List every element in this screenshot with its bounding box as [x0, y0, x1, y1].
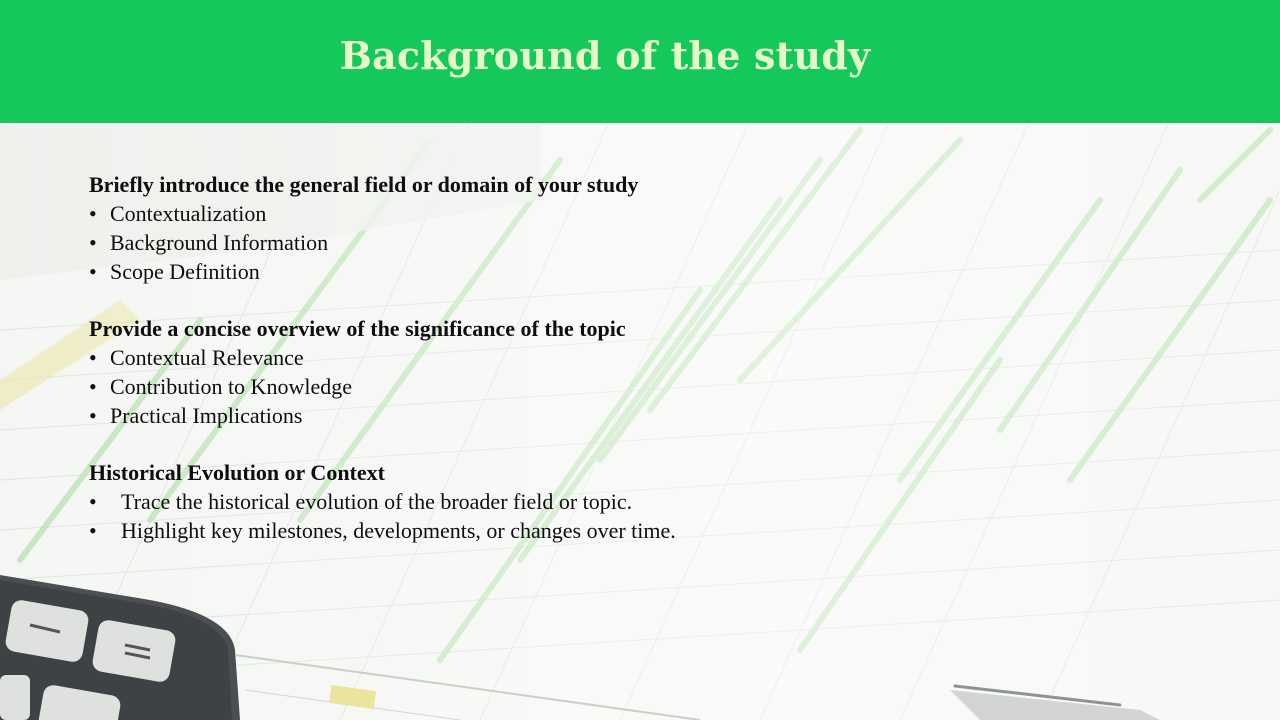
section-heading-significance: Provide a concise overview of the significance of the topic [89, 316, 626, 341]
list-item: • Practical Implications [89, 403, 303, 428]
list-item: • Scope Definition [89, 259, 260, 284]
list-item: • Background Information [89, 230, 329, 255]
list-item: • Trace the historical evolution of the broader field or topic. [89, 489, 633, 514]
bullet-icon: • [89, 345, 97, 370]
bullet-icon: • [89, 230, 97, 255]
bullet-icon: • [89, 259, 97, 284]
bullet-icon: • [89, 518, 97, 543]
bullet-icon: • [89, 201, 97, 226]
section-heading-history: Historical Evolution or Context [89, 460, 385, 485]
list-item: • Highlight key milestones, developments, or changes over time. [89, 518, 676, 543]
list-item: • Contribution to Knowledge [89, 374, 352, 399]
slide-content [89, 170, 1189, 545]
list-item: • Contextualization [89, 201, 267, 226]
slide-title: Background of the study [339, 33, 871, 78]
list-item: • Contextual Relevance [89, 345, 304, 370]
bullet-icon: • [89, 374, 97, 399]
bullet-icon: • [89, 489, 97, 514]
bullet-list-significance [89, 343, 1189, 430]
bullet-list-field [89, 199, 1189, 286]
bullet-list-history [89, 487, 1189, 545]
title-bar [0, 0, 1280, 123]
bullet-icon: • [89, 403, 97, 428]
section-heading-field: Briefly introduce the general field or domain of your study [89, 172, 639, 197]
